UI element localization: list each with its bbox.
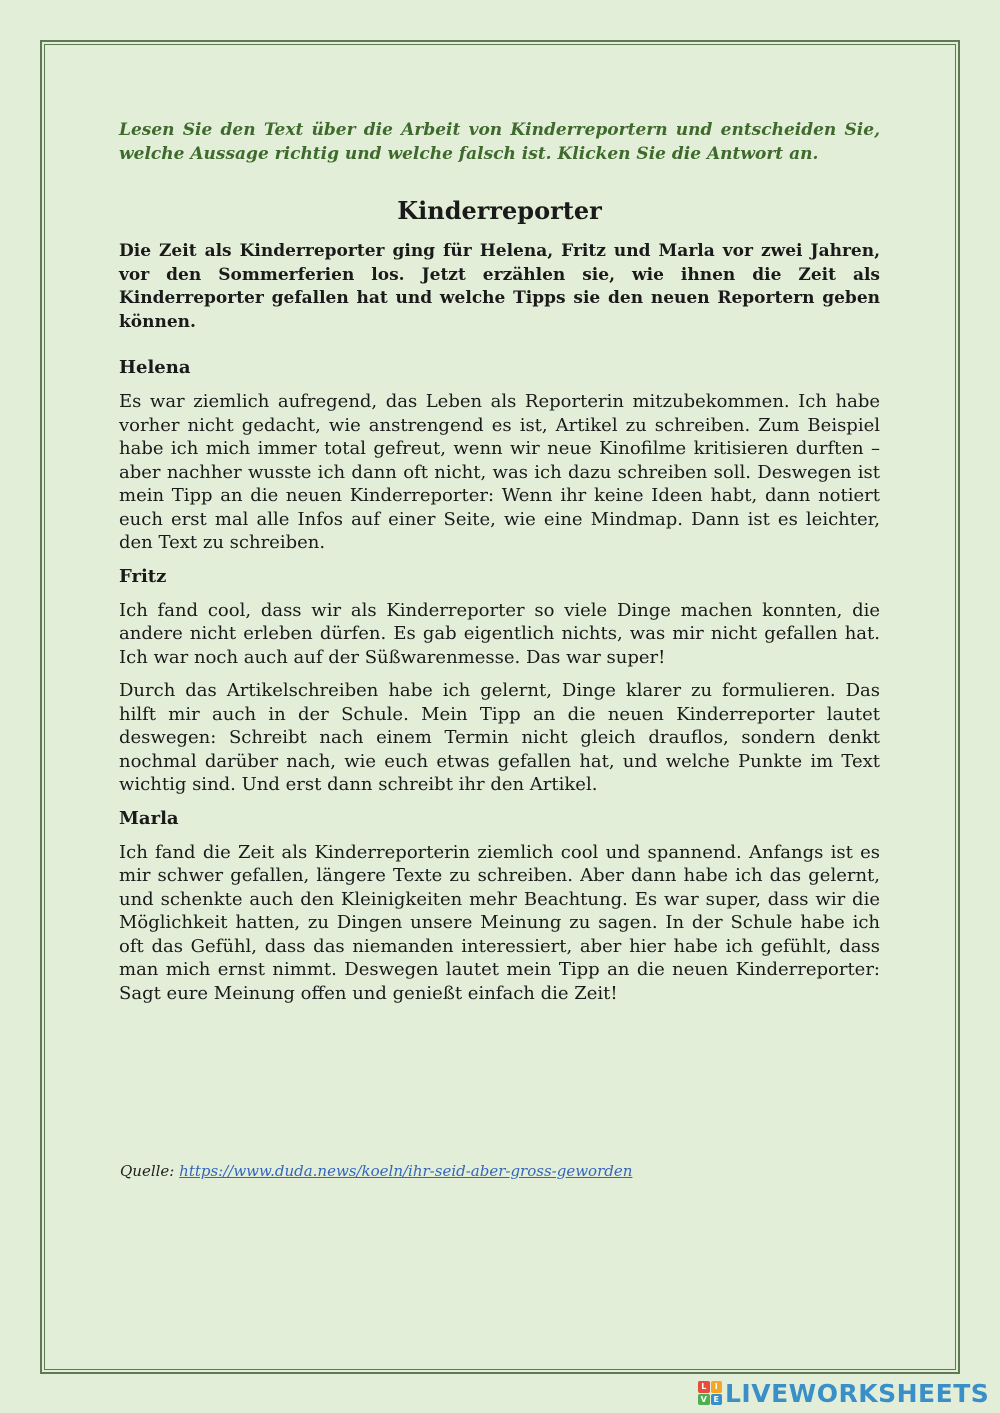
source-label: Quelle: bbox=[120, 1162, 175, 1180]
logo-mark-letter: V bbox=[698, 1394, 710, 1406]
section-heading-marla: Marla bbox=[119, 807, 179, 829]
section-heading-fritz: Fritz bbox=[119, 565, 167, 587]
logo-mark-letter: L bbox=[698, 1381, 710, 1393]
section-heading-helena: Helena bbox=[119, 357, 191, 378]
source-link[interactable]: https://www.duda.news/koeln/ihr-seid-aber-gross-geworden bbox=[179, 1162, 633, 1180]
section-fritz bbox=[119, 565, 880, 797]
section-paragraph: Ich fand die Zeit als Kinderreporterin ziemlich cool und spannend. Anfangs ist es mir schwer gefallen, längere Texte zu schreiben. Aber dann habe ich das gelernt, und schenkte auch den Kleinigkeiten mehr Beachtung. Es war super, dass wir die Möglichkeit hatten, zu Dingen unsere Meinung zu sagen. In der Schule habe ich oft das Gefühl, dass das niemanden interessiert, aber hier habe ich gefühlt, dass man mich ernst nimmt. Deswegen lautet mein Tipp an die neuen Kinderreporter: Sagt eure Meinung offen und genießt einfach die Zeit! bbox=[119, 841, 880, 1004]
logo-mark-icon bbox=[698, 1381, 722, 1405]
logo-mark-letter: I bbox=[711, 1381, 723, 1393]
logo-mark-letter: E bbox=[711, 1394, 723, 1406]
intro-paragraph: Die Zeit als Kinderreporter ging für Helena, Fritz und Marla vor zwei Jahren, vor den Sommerferien los. Jetzt erzählen sie, wie ihnen die Zeit als Kinderreporter gefallen hat und welche Tipps sie den neuen Reportern geben können. bbox=[119, 241, 880, 332]
section-helena bbox=[119, 356, 880, 555]
logo-text: LIVEWORKSHEETS bbox=[725, 1378, 990, 1408]
page-title: Kinderreporter bbox=[397, 196, 602, 225]
liveworksheets-logo[interactable] bbox=[698, 1380, 989, 1406]
section-paragraph: Durch das Artikelschreiben habe ich gelernt, Dinge klarer zu formulieren. Das hilft mir auch in der Schule. Mein Tipp an die neuen Kinderreporter lautet deswegen: Schreibt nach einem Termin nicht gleich drauflos, sondern denkt nochmal darüber nach, wie euch etwas gefallen hat, und welche Punkte im Text wichtig sind. Und erst dann schreibt ihr den Artikel. bbox=[119, 680, 880, 795]
section-paragraph: Es war ziemlich aufregend, das Leben als Reporterin mitzubekommen. Ich habe vorher nicht gedacht, wie anstrengend es ist, Artikel zu schreiben. Zum Beispiel habe ich mich immer total gefreut, wenn wir neue Kinofilme kritisieren durften – aber nachher wusste ich dann oft nicht, was ich dazu schreiben soll. Deswegen ist mein Tipp an die neuen Kinderreporter: Wenn ihr keine Ideen habt, dann notiert euch erst mal alle Infos auf einer Seite, wie eine Mindmap. Dann ist es leichter, den Text zu schreiben. bbox=[119, 391, 880, 553]
section-paragraph: Ich fand cool, dass wir als Kinderreporter so viele Dinge machen konnten, die andere nicht erleben dürfen. Es gab eigentlich nichts, was mir nicht gefallen hat. Ich war noch auch auf der Süßwarenmesse. Das war super! bbox=[119, 599, 880, 668]
task-instruction: Lesen Sie den Text über die Arbeit von Kinderreportern und entscheiden Sie, welche Aussage richtig und welche falsch ist. Klicken Sie die Antwort an. bbox=[119, 120, 880, 164]
section-marla bbox=[119, 807, 880, 1006]
source-citation bbox=[120, 1162, 632, 1180]
worksheet-content bbox=[119, 118, 880, 1005]
